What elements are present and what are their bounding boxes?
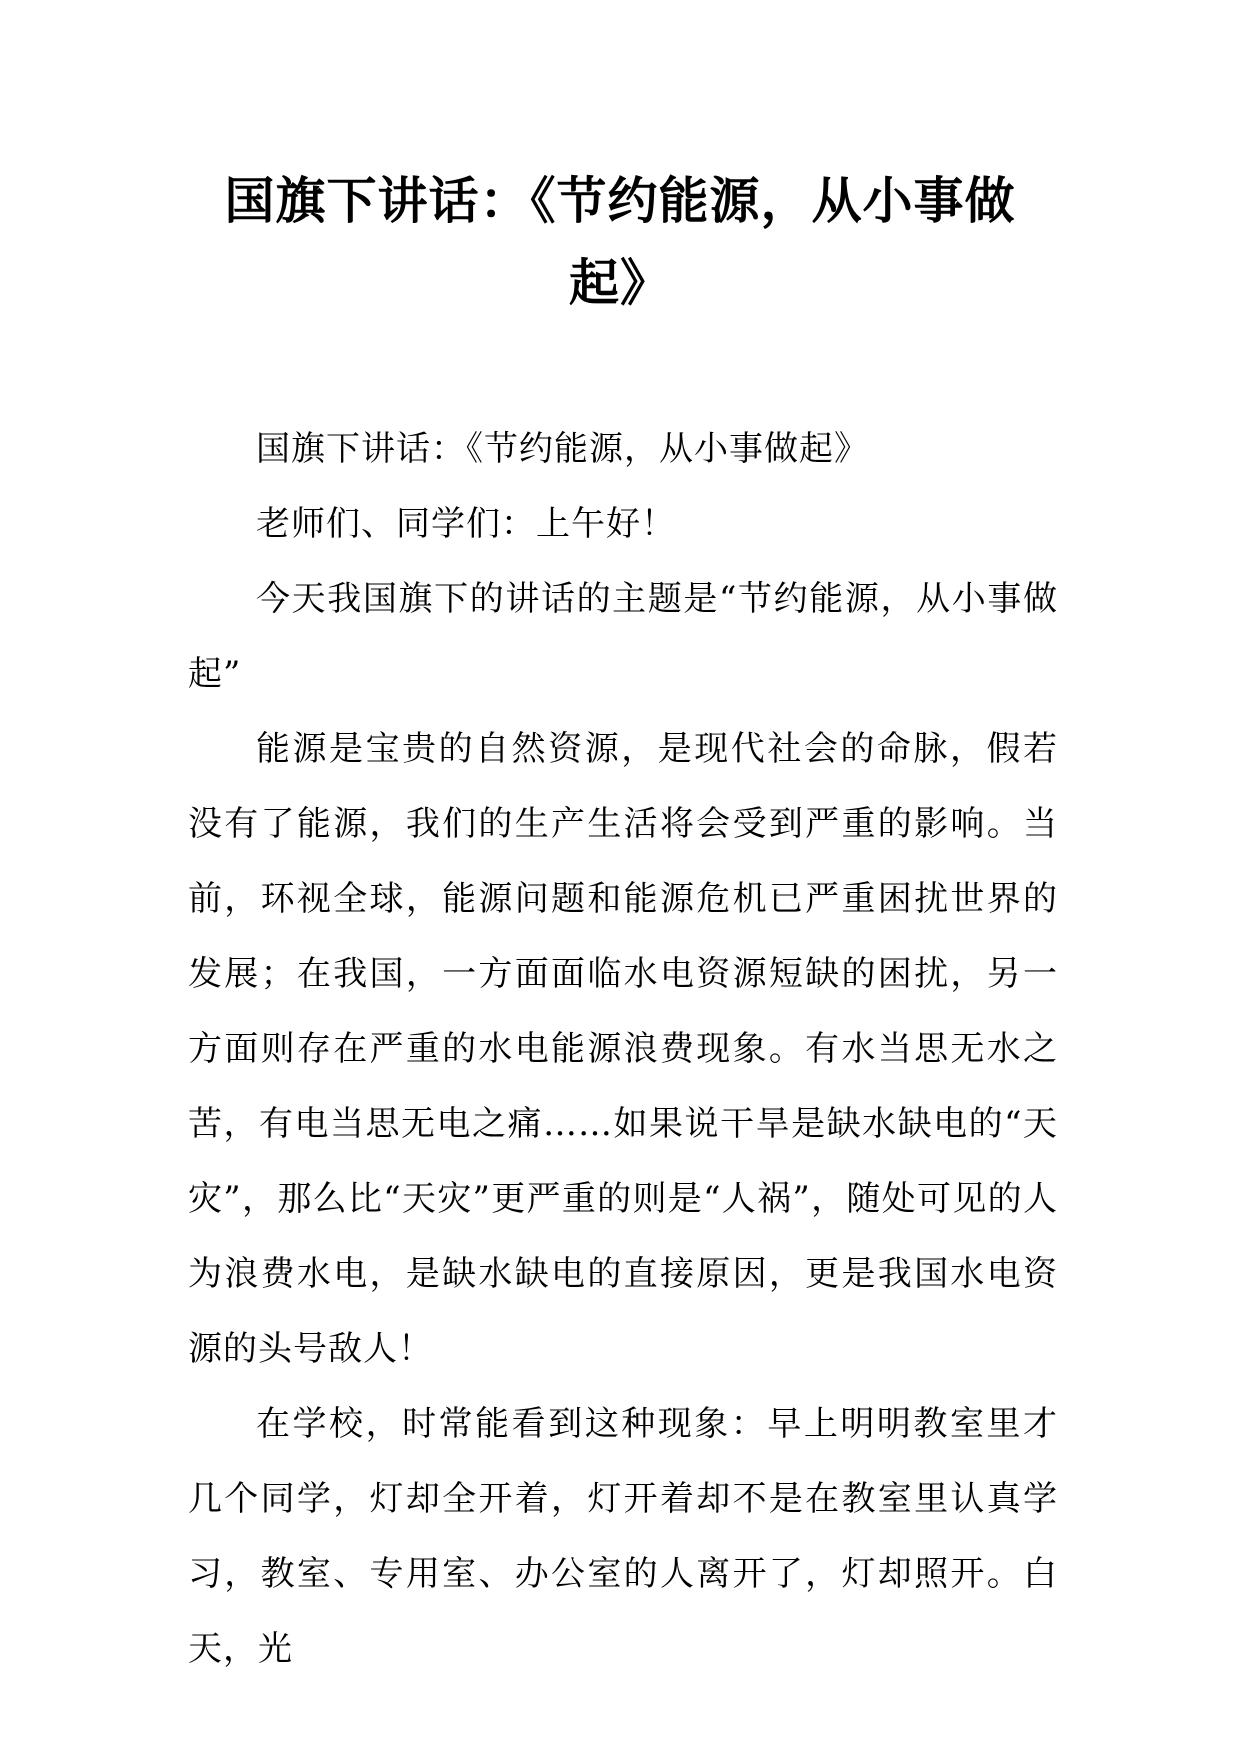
paragraph-school: 在学校，时常能看到这种现象：早上明明教室里才几个同学，灯却全开着，灯开着却不是在教室里认真学习，教室、专用室、办公室的人离开了，灯却照开。白天，光 — [188, 1404, 1058, 1669]
title-line-2: 起》 — [569, 254, 671, 312]
paragraph-subtitle: 国旗下讲话：《节约能源，从小事做起》 — [256, 429, 869, 469]
paragraph-topic: 今天我国旗下的讲话的主题是“节约能源，从小事做起” — [188, 579, 1058, 694]
paragraph-greeting: 老师们、同学们：上午好！ — [256, 504, 676, 544]
document-title — [150, 160, 1090, 324]
paragraph-energy: 能源是宝贵的自然资源，是现代社会的命脉，假若没有了能源，我们的生产生活将会受到严重的影响。当前，环视全球，能源问题和能源危机已严重困扰世界的发展；在我国，一方面面临水电资源短缺的困扰，另一方面则存在严重的水电能源浪费现象。有水当思无水之苦，有电当思无电之痛……如果说干旱是缺水缺电的“天灾”，那么比“天灾”更严重的则是“人祸”，随处可见的人为浪费水电，是缺水缺电的直接原因，更是我国水电资源的头号敌人！ — [188, 729, 1058, 1369]
title-line-1: 国旗下讲话：《节约能源，从小事做 — [224, 172, 1016, 230]
document-body — [188, 412, 1058, 1687]
